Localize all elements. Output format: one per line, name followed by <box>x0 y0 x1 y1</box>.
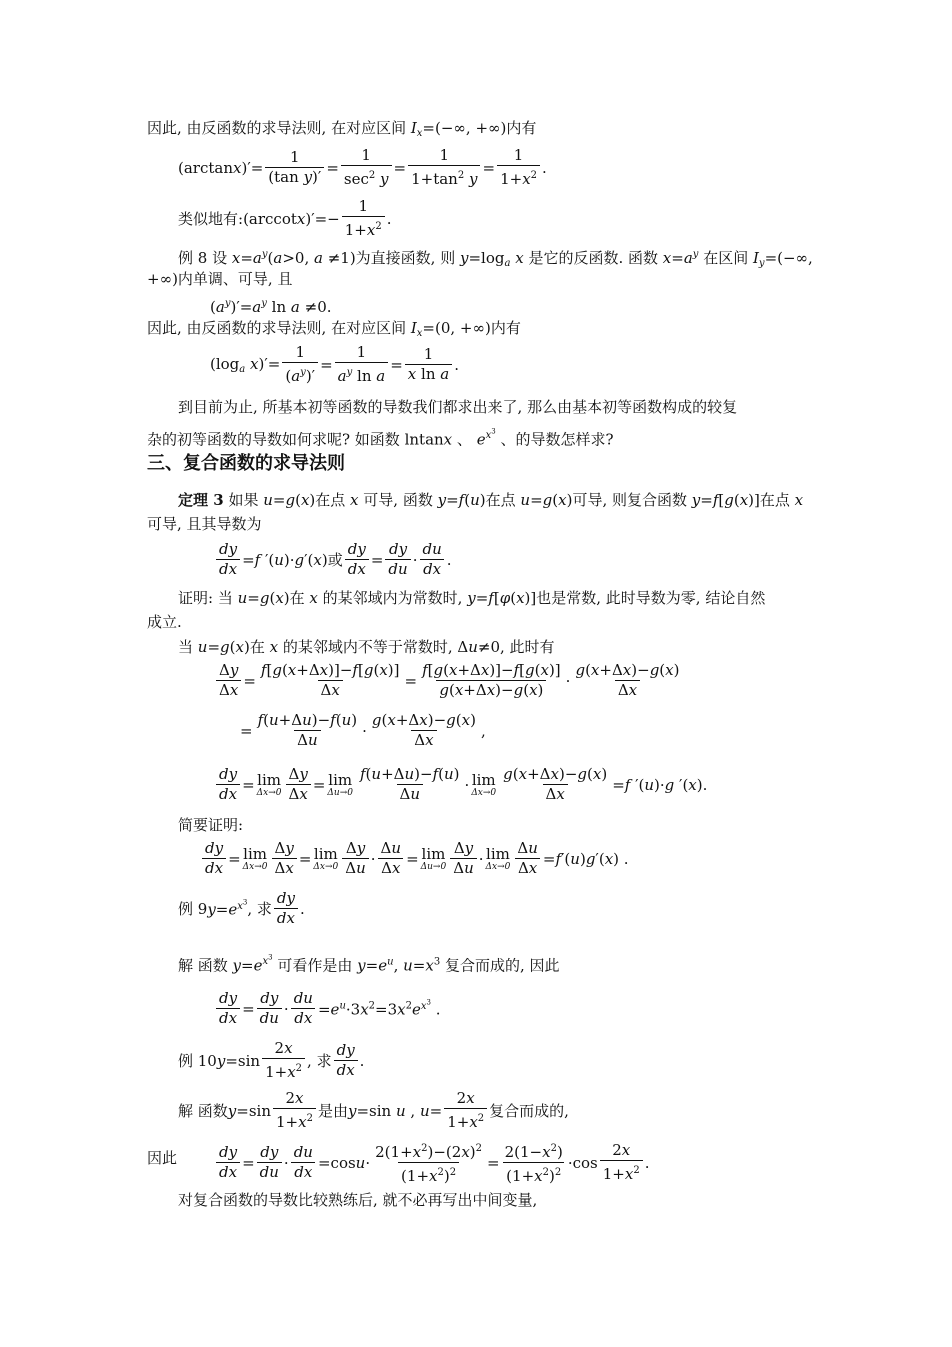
text: 或 <box>327 551 343 569</box>
text: 当 <box>178 638 198 656</box>
text: 如果 <box>223 491 264 509</box>
text: 可导, 函数 <box>358 491 438 509</box>
text: 例 9 <box>178 900 208 918</box>
text: 例 8 设 <box>178 249 232 267</box>
text: 对复合函数的导数比较熟练后, 就不必再写出中间变量, <box>178 1191 538 1209</box>
formula-brief-proof: $\frac{dy}{dx}$ = lim Δx→0 $\frac{\Delta y}{\Delta x}$ = lim Δx→0 $\frac{\Delta y}{\Delta u}$ · $\frac{\Delta u}{\Delta x}$ = lim Δu→0 $\frac{\Delta y}{\Delta u}$ · lim Δx→0 $\frac{\Delta u}{\Delta x}$ =f′(u)g′(x) . <box>200 840 629 877</box>
text: 可看作是由 <box>272 956 358 975</box>
formula-solution-9: $\frac{dy}{dx}$ = $\frac{dy}{du}$ · $\frac{du}{dx}$ $=e^u\cdot 3x^2=3x^2e^{x^3}$ . <box>214 990 441 1027</box>
text: 复合而成的, 因此 <box>440 956 560 975</box>
text: 在 <box>249 638 270 656</box>
text: 也是常数, 此时导数为零, 结论自然 <box>536 589 766 607</box>
text-line <box>178 1190 537 1210</box>
text: 因此 <box>147 1149 178 1167</box>
text-line: 证明: 当 u=g(x)在 x 的某邻域内为常数时, y=f[φ(x)]也是常数, 此时导数为零, 结论自然 <box>178 589 766 607</box>
text: 例 10 <box>178 1052 217 1070</box>
text: 解 函数 <box>178 956 233 975</box>
text: 因此, 由反函数的求导法则, 在对应区间 <box>147 119 411 137</box>
example-9: 例 9 $y=e^{x^3}$ , 求 $\frac{dy}{dx}$ . <box>178 889 305 927</box>
text-line <box>147 514 262 534</box>
text: 证明: 当 <box>178 589 238 607</box>
text: 在点 <box>759 491 795 509</box>
text-line <box>178 815 243 835</box>
text: 是它的反函数. 函数 <box>523 249 663 267</box>
text: , 求 <box>247 900 272 918</box>
text: 复合而成的, <box>489 1102 569 1120</box>
theorem-label: 定理 3 <box>178 491 224 509</box>
text: 内有 <box>490 319 521 337</box>
text: 解 函数 <box>178 1102 228 1120</box>
formula-arctan: (arctanx)′= $\frac{1}{\text{(tan y)′}}$ = $\frac{1}{\sec^2 y}$ = $\frac{1}{1+\tan^2 y}$ = $\frac{1}{1+x^2}$ . <box>178 146 547 188</box>
formula-ay: $(a^y)'=a^y$ ln a ≠0. <box>210 298 332 316</box>
text-line <box>147 612 182 632</box>
text: 、的导数怎样求? <box>500 430 614 449</box>
formula-proof-limit: $\frac{dy}{dx}$ = lim Δx→0 $\frac{\Delta y}{\Delta x}$ = lim Δu→0 $\frac{f(u+\Delta u)-f(u)}{\Delta u}$ · lim Δx→0 $\frac{g(x+\Delta x)-g(x)}{\Delta x}$ =f ′(u)·g ′(x). <box>214 766 707 803</box>
text: 到目前为止, 所基本初等函数的导数我们都求出来了, 那么由基本初等函数构成的较复 <box>178 398 738 416</box>
text-line: 例 8 设 $x=a^y(a>0$, a ≠1)为直接函数, 则 $y=\log_a$ x 是它的反函数. 函数 $x=a^y$ 在区间 $I_y=(-\infty$, <box>178 249 813 269</box>
text: 可导, 且其导数为 <box>147 515 262 533</box>
text-line: 当 u=g(x)在 x 的某邻域内不等于常数时, Δu≠0, 此时有 <box>178 638 555 656</box>
formula-solution-10: $\frac{dy}{dx}$ = $\frac{dy}{du}$ · $\frac{du}{dx}$ =cosu· $\frac{2(1+x^2)-(2x)^2}{(1+x^2)^2}$ = $\frac{2(1-x^2)}{(1+x^2)^2}$ ·cos $\frac{2x}{1+x^2}$ . <box>214 1140 649 1185</box>
example-10: 例 10 y=sin $\frac{2x}{1+x^2}$ , 求 $\frac{dy}{dx}$ . <box>178 1039 365 1081</box>
formula-proof-1: $\frac{\Delta y}{\Delta x}$ = $\frac{f[g(x+\Delta x)]-f[g(x)]}{\Delta x}$ = $\frac{f[g(x+\Delta x)]-f[g(x)]}{g(x+\Delta x)-g(x)}$ · $\frac{g(x+\Delta x)-g(x)}{\Delta x}$ <box>214 662 684 699</box>
section-heading: 三、复合函数的求导法则 <box>147 453 345 474</box>
text-line: 因此, 由反函数的求导法则, 在对应区间 $I_x=(0$, +∞)内有 <box>147 319 521 339</box>
theorem-line: 定理 3 如果 u=g(x)在点 x 可导, 函数 y=f(u)在点 u=g(x)可导, 则复合函数 y=f[g(x)]在点 x <box>178 491 804 509</box>
formula-arccot: 类似地有: (arccotx)′=− $\frac{1}{1+x^2}$ . <box>178 197 392 239</box>
text: 杂的初等函数的导数如何求呢? 如函数 lntan <box>147 430 444 449</box>
text: 简要证明: <box>178 816 244 834</box>
formula-log: ($\log_a$ x)′= $\frac{1}{(a^y)'}$ = $\frac{1}{a^y \ln a}$ = $\frac{1}{\text{x ln a}}$ . <box>210 343 459 385</box>
text-line <box>147 269 292 289</box>
text: , 求 <box>307 1052 332 1070</box>
text: ≠0, 此时有 <box>477 638 555 656</box>
text: 在 <box>289 589 310 607</box>
text-line: 因此, 由反函数的求导法则, 在对应区间 $I_x=(-\infty$, +∞)内有 <box>147 119 537 139</box>
text: 类似地有: <box>178 210 244 228</box>
text: 的某邻域内不等于常数时, Δ <box>278 638 469 656</box>
formula-proof-2: = $\frac{f(u+\Delta u)-f(u)}{\Delta u}$ · $\frac{g(x+\Delta x)-g(x)}{\Delta x}$ , <box>240 711 486 749</box>
text-line: 解 函数 $y=e^{x^3}$ 可看作是由 $y=e^u$, $u=x^3$ 复合而成的, 因此 <box>178 954 560 975</box>
text-line <box>178 397 737 417</box>
text-line <box>147 1148 177 1168</box>
text: 是由 <box>317 1102 348 1120</box>
text: 的某邻域内为常数时, <box>317 589 468 607</box>
text-line: 杂的初等函数的导数如何求呢? 如函数 lntanx 、 $e^{x^3}$ 、的导数怎样求? <box>147 428 614 449</box>
text: 成立. <box>147 613 182 631</box>
text: 因此, 由反函数的求导法则, 在对应区间 <box>147 319 411 337</box>
text: 在点 <box>485 491 521 509</box>
text: 在点 <box>315 491 351 509</box>
text: 为直接函数, 则 <box>355 249 460 267</box>
text: 可导, 则复合函数 <box>572 491 692 509</box>
text: 在区间 <box>698 249 753 267</box>
formula-chain-rule: $\frac{dy}{dx}$ =f ′(u)·g′(x) 或 $\frac{dy}{dx}$ = $\frac{dy}{du}$ · $\frac{du}{dx}$ . <box>214 541 452 578</box>
text: 内有 <box>506 119 537 137</box>
solution-10: 解 函数 y=sin $\frac{2x}{1+x^2}$ 是由 y=sin u , u= $\frac{2x}{1+x^2}$ 复合而成的, <box>178 1089 569 1131</box>
text: 、 <box>452 430 472 449</box>
text: +∞)内单调、可导, 且 <box>147 270 293 288</box>
